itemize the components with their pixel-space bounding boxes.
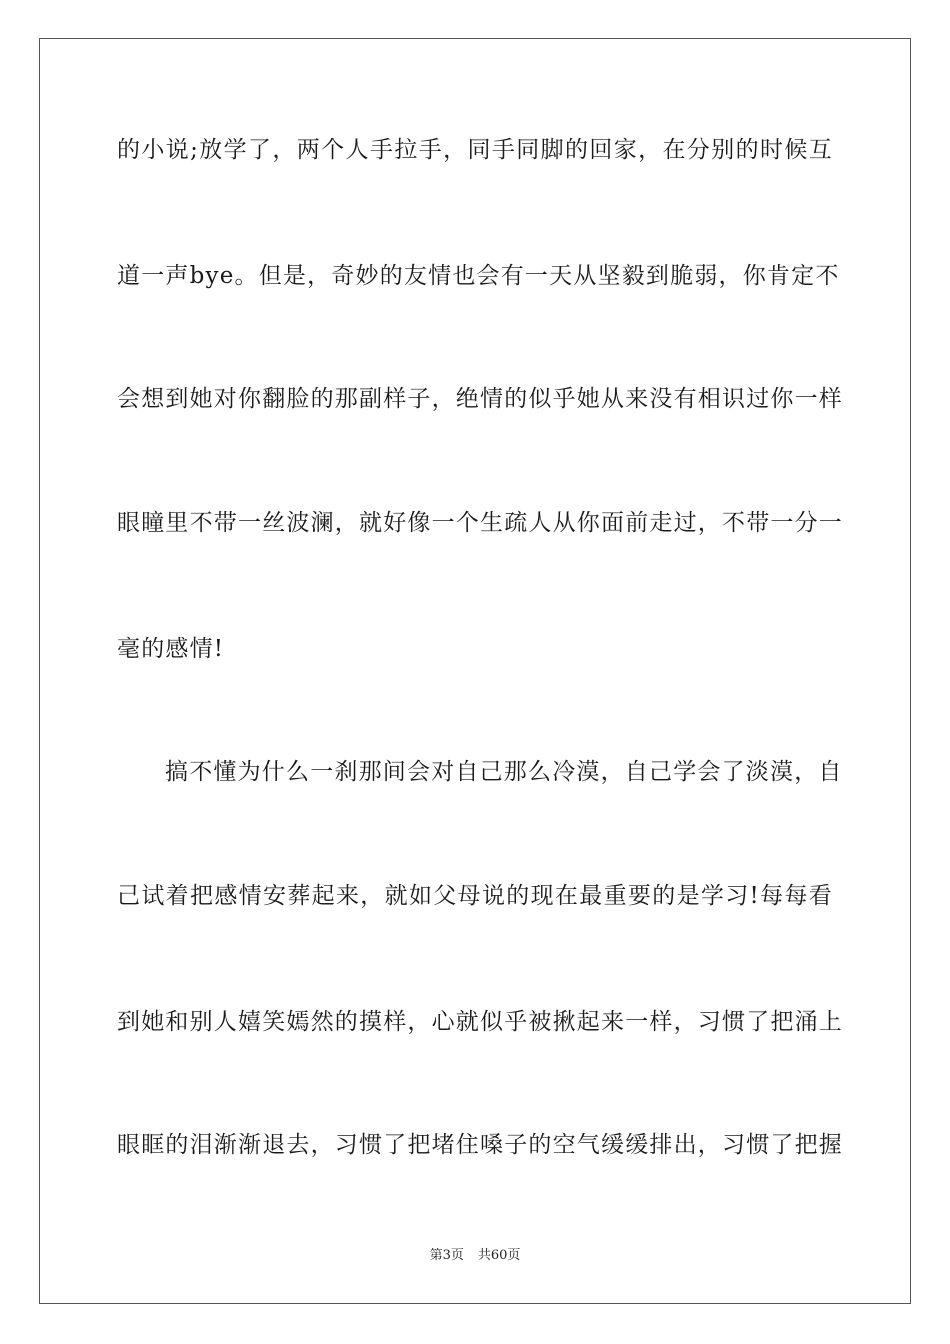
text-line-8: 到她和别人嬉笑嫣然的摸样，心就似乎被揪起来一样，习惯了把涌上 [117,1009,843,1035]
page-total: 共60页 [477,1248,521,1263]
text-line-3: 会想到她对你翻脸的那副样子，绝情的似乎她从来没有相识过你一样 [117,386,843,412]
text-line-2: 道一声bye。但是，奇妙的友情也会有一天从坚毅到脆弱，你肯定不 [117,263,840,289]
text-line-4: 眼瞳里不带一丝波澜，就好像一个生疏人从你面前走过，不带一分一 [117,510,843,536]
text-line-7: 己试着把感情安葬起来，就如父母说的现在最重要的是学习!每每看 [117,883,833,909]
text-line-1: 的小说;放学了，两个人手拉手，同手同脚的回家，在分别的时候互 [117,137,833,163]
text-line-5: 毫的感情! [117,636,225,662]
text-line-9: 眼眶的泪渐渐退去，习惯了把堵住嗓子的空气缓缓排出，习惯了把握 [117,1132,843,1158]
text-line-6: 搞不懂为什么一刹那间会对自己那么冷漠，自己学会了淡漠，自 [165,759,843,785]
page-border [39,38,911,1304]
page-footer [0,1247,950,1265]
page-number: 第3页 [429,1248,464,1263]
